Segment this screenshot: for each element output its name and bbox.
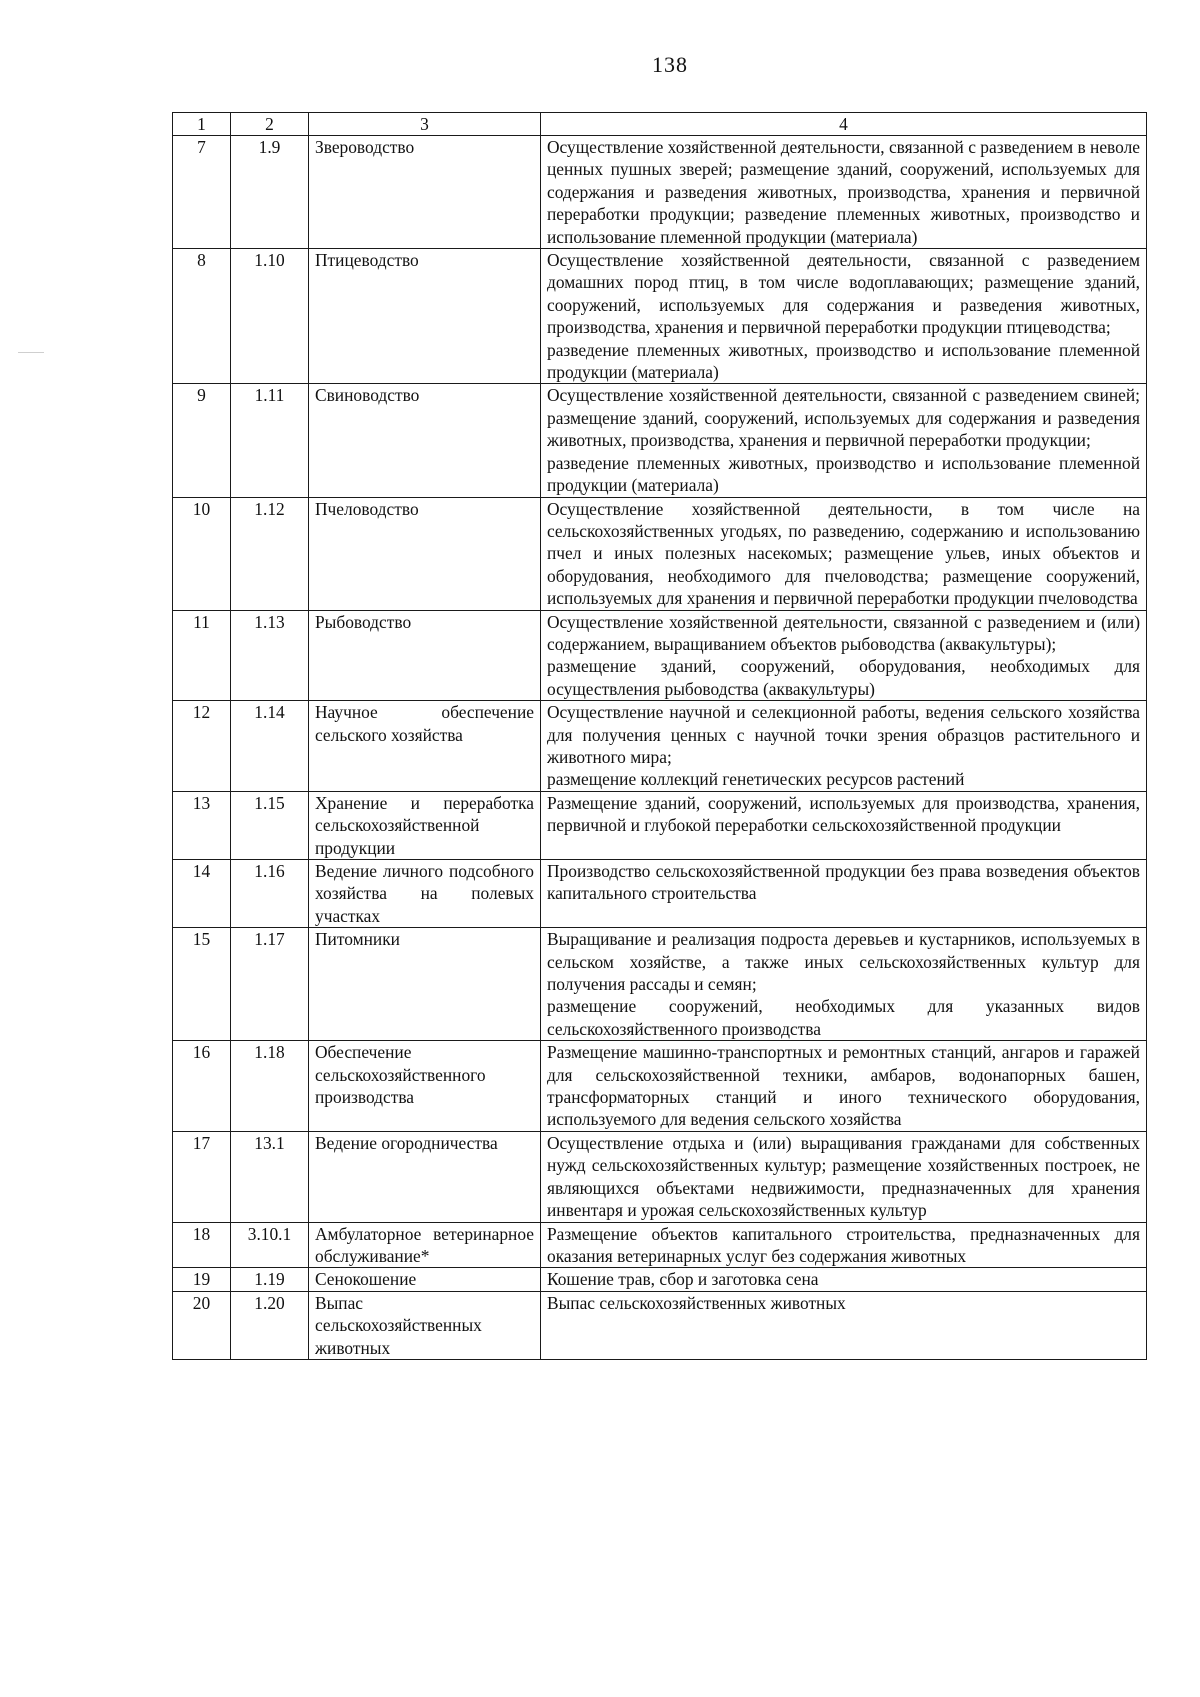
row-number: 14 xyxy=(173,860,231,928)
use-name: Научное обеспечение сельского хозяйства xyxy=(309,701,541,792)
use-code: 3.10.1 xyxy=(231,1222,309,1268)
description-paragraph: разведение племенных животных, производство и использование племенной продукции (материала) xyxy=(547,339,1140,383)
use-code: 1.19 xyxy=(231,1268,309,1291)
row-number: 18 xyxy=(173,1222,231,1268)
description-paragraph: размещение коллекций генетических ресурсов растений xyxy=(547,769,965,790)
use-code: 1.17 xyxy=(231,928,309,1041)
use-code: 1.14 xyxy=(231,701,309,792)
page-number: 138 xyxy=(652,52,688,77)
row-number: 16 xyxy=(173,1041,231,1132)
table-row xyxy=(173,497,1147,610)
table-row xyxy=(173,136,1147,249)
use-name: Обеспечение сельскохозяйственного производства xyxy=(309,1041,541,1132)
description-paragraph: Осуществление хозяйственной деятельности, связанной с разведением свиней; размещение зданий, сооружений, используемых для содержания и разведения животных, производства, хранения и первичной переработки продукции; xyxy=(547,385,1140,451)
use-description xyxy=(541,1268,1147,1291)
description-paragraph: Размещение зданий, сооружений, используемых для производства, хранения, первичной и глубокой переработки сельскохозяйственной продукции xyxy=(547,792,1140,836)
use-description xyxy=(541,136,1147,249)
header-col-4: 4 xyxy=(541,113,1147,136)
description-paragraph: разведение племенных животных, производство и использование племенной продукции (материала) xyxy=(547,452,1140,496)
row-number: 12 xyxy=(173,701,231,792)
use-code: 1.10 xyxy=(231,249,309,384)
use-description xyxy=(541,701,1147,792)
header-col-2: 2 xyxy=(231,113,309,136)
description-paragraph: Размещение машинно-транспортных и ремонтных станций, ангаров и гаражей для сельскохозяйственной техники, амбаров, водонапорных башен, трансформаторных станций и иного технического оборудования, используемого для ведения сельского хозяйства xyxy=(547,1042,1140,1130)
description-paragraph: размещение зданий, сооружений, оборудования, необходимых для осуществления рыбоводства (аквакультуры) xyxy=(547,656,1140,699)
use-name: Птицеводство xyxy=(309,249,541,384)
use-name: Выпас сельскохозяйственных животных xyxy=(309,1291,541,1359)
use-description xyxy=(541,1131,1147,1222)
description-paragraph: Осуществление хозяйственной деятельности, в том числе на сельскохозяйственных угодьях, по разведению, содержанию и использованию пчел и иных полезных насекомых; размещение ульев, иных объектов и оборудования, необходимого для пчеловодства; размещение сооружений, используемых для хранения и первичной переработки продукции пчеловодства xyxy=(547,498,1140,609)
use-description xyxy=(541,1222,1147,1268)
table-row xyxy=(173,1268,1147,1291)
row-number: 9 xyxy=(173,384,231,497)
use-name: Ведение огородничества xyxy=(309,1131,541,1222)
use-code: 1.12 xyxy=(231,497,309,610)
header-col-1: 1 xyxy=(173,113,231,136)
use-code: 1.15 xyxy=(231,791,309,859)
use-description xyxy=(541,384,1147,497)
row-number: 13 xyxy=(173,791,231,859)
row-number: 17 xyxy=(173,1131,231,1222)
use-name: Рыбоводство xyxy=(309,610,541,701)
use-description xyxy=(541,928,1147,1041)
use-code: 1.9 xyxy=(231,136,309,249)
table-row xyxy=(173,1291,1147,1359)
table-row xyxy=(173,701,1147,792)
use-description xyxy=(541,497,1147,610)
row-number: 11 xyxy=(173,610,231,701)
use-name: Звероводство xyxy=(309,136,541,249)
use-code: 13.1 xyxy=(231,1131,309,1222)
table-row xyxy=(173,1222,1147,1268)
use-name: Ведение личного подсобного хозяйства на полевых участках xyxy=(309,860,541,928)
table-header xyxy=(173,113,1147,136)
use-description xyxy=(541,791,1147,859)
row-number: 15 xyxy=(173,928,231,1041)
use-description xyxy=(541,1291,1147,1359)
table-row xyxy=(173,1041,1147,1132)
description-paragraph: Осуществление хозяйственной деятельности, связанной с разведением домашних пород птиц, в том числе водоплавающих; размещение зданий, сооружений, используемых для содержания и разведения животных, производства, хранения и первичной переработки продукции птицеводства; xyxy=(547,250,1140,338)
use-name: Амбулаторное ветеринарное обслуживание* xyxy=(309,1222,541,1268)
use-code: 1.11 xyxy=(231,384,309,497)
description-paragraph: Выращивание и реализация подроста деревьев и кустарников, используемых в сельском хозяйстве, а также иных сельскохозяйственных культур для получения рассады и семян; xyxy=(547,929,1140,995)
table-row xyxy=(173,610,1147,701)
use-description xyxy=(541,249,1147,384)
use-name: Питомники xyxy=(309,928,541,1041)
row-number: 20 xyxy=(173,1291,231,1359)
row-number: 19 xyxy=(173,1268,231,1291)
description-paragraph: Кошение трав, сбор и заготовка сена xyxy=(547,1269,819,1290)
table-row xyxy=(173,860,1147,928)
use-description xyxy=(541,610,1147,701)
description-paragraph: размещение сооружений, необходимых для указанных видов сельскохозяйственного производства xyxy=(547,996,1140,1039)
land-use-table xyxy=(172,112,1147,1360)
table-body xyxy=(173,136,1147,1360)
header-row xyxy=(173,113,1147,136)
use-code: 1.18 xyxy=(231,1041,309,1132)
header-col-3: 3 xyxy=(309,113,541,136)
table-row xyxy=(173,1131,1147,1222)
description-paragraph: Осуществление хозяйственной деятельности, связанной с разведением в неволе ценных пушных зверей; размещение зданий, сооружений, используемых для содержания и разведения животных, производства, хранения и первичной переработки продукции; разведение племенных животных, производство и использование племенной продукции (материала) xyxy=(547,137,1140,247)
use-name: Свиноводство xyxy=(309,384,541,497)
table-row xyxy=(173,928,1147,1041)
table-row xyxy=(173,249,1147,384)
table-row xyxy=(173,791,1147,859)
table-row xyxy=(173,384,1147,497)
row-number: 8 xyxy=(173,249,231,384)
row-number: 10 xyxy=(173,497,231,610)
use-description xyxy=(541,1041,1147,1132)
description-paragraph: Осуществление научной и селекционной работы, ведения сельского хозяйства для получения ценных с научной точки зрения образцов растительного и животного мира; xyxy=(547,702,1140,767)
use-name: Сенокошение xyxy=(309,1268,541,1291)
use-name: Хранение и переработка сельскохозяйственной продукции xyxy=(309,791,541,859)
row-number: 7 xyxy=(173,136,231,249)
description-paragraph: Производство сельскохозяйственной продукции без права возведения объектов капитального строительства xyxy=(547,861,1140,904)
scan-artifact xyxy=(18,352,44,353)
use-name: Пчеловодство xyxy=(309,497,541,610)
use-code: 1.20 xyxy=(231,1291,309,1359)
use-code: 1.13 xyxy=(231,610,309,701)
description-paragraph: Выпас сельскохозяйственных животных xyxy=(547,1292,846,1313)
description-paragraph: Осуществление отдыха и (или) выращивания гражданами для собственных нужд сельскохозяйственных культур; размещение хозяйственных построек, не являющихся объектами недвижимости, предназначенных для хранения инвентаря и урожая сельскохозяйственных культур xyxy=(547,1132,1140,1221)
description-paragraph: Размещение объектов капитального строительства, предназначенных для оказания ветеринарных услуг без содержания животных xyxy=(547,1223,1140,1266)
description-paragraph: Осуществление хозяйственной деятельности, связанной с разведением и (или) содержанием, выращиванием объектов рыбоводства (аквакультуры); xyxy=(547,611,1140,654)
use-code: 1.16 xyxy=(231,860,309,928)
use-description xyxy=(541,860,1147,928)
